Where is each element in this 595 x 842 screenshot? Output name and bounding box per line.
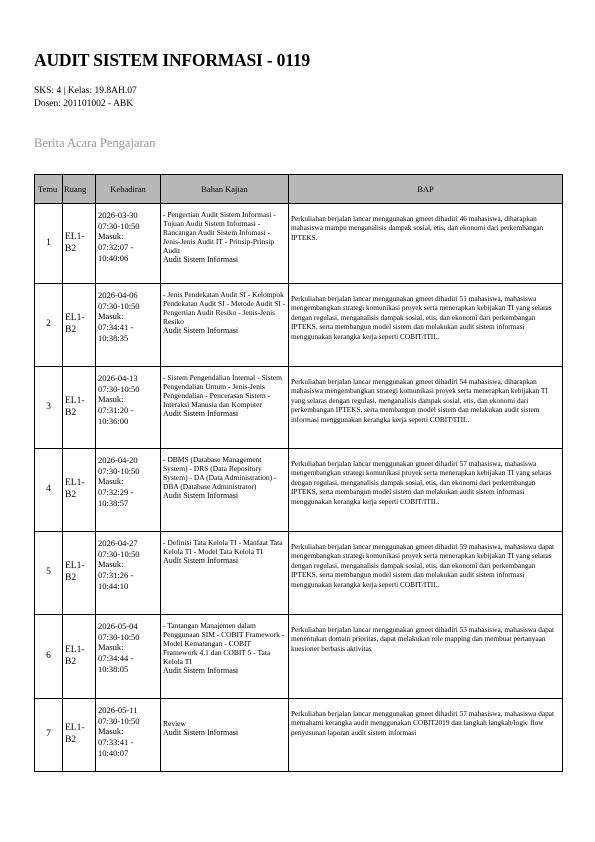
- row-bap: Perkuliahan berjalan lancar menggunakan gmeet dihadiri 57 mahasiswa, mahasiswa dapat memahami kerangka audit menggunakan COBIT2019 dan langkah langkah/logic flow penyusunan laporan audit sistem informasi: [289, 699, 563, 772]
- attendance-date: 2026-04-20: [98, 455, 138, 465]
- row-room: EL1-B2: [63, 449, 96, 532]
- material-topics: - DBMS (Database Management System) - DRS (Data Repository System) - DA (Data Administration) - DBA (Database Administrator): [163, 455, 277, 491]
- attendance-masuk: 07:32:29 -: [98, 486, 134, 497]
- table-row: [35, 204, 563, 284]
- attendance-masuk-label: Masuk:: [98, 642, 124, 653]
- material-course: Audit Sistem Informasi: [163, 556, 239, 565]
- table-row: [35, 532, 563, 615]
- attendance-date: 2026-04-06: [98, 290, 138, 300]
- row-study-material: [161, 449, 289, 532]
- attendance-date: 2026-04-13: [98, 373, 138, 383]
- attendance-keluar: 10:40:06: [98, 252, 129, 263]
- attendance-keluar: 10:38:05: [98, 663, 129, 674]
- row-study-material: [161, 615, 289, 699]
- row-study-material: [161, 204, 289, 284]
- material-course: Audit Sistem Informasi: [163, 666, 239, 675]
- row-attendance: [96, 284, 161, 367]
- attendance-time: 07:30-10:50: [98, 220, 140, 231]
- attendance-date: 2026-03-30: [98, 210, 138, 220]
- row-bap: Perkuliahan berjalan lancar menggunakan gmeet dihadiri 51 mahasiswa, mahasiswa mengembangkan strategi komunikasi proyek serta menerapkan kebijakan TI yang selaras dengan regulasi, menganalisis dampak sosial, etis, dan ekonomi dari perkembangan IPTEKS, serta membangun model sistem dan melakukan audit sistem informasi menggunakan kerangka kerja seperti COBIT/ITIL.: [289, 284, 563, 367]
- material-topics: - Definisi Tata Kelola TI - Manfaat Tata Kelola TI - Model Tata Kelola TI: [163, 538, 283, 556]
- row-room: EL1-B2: [63, 615, 96, 699]
- attendance-masuk: 07:33:41 -: [98, 736, 134, 747]
- row-room: EL1-B2: [63, 204, 96, 284]
- material-course: Audit Sistem Informasi: [163, 409, 239, 418]
- material-topics: - Tantangan Manajemen dalam Penggunaan SIM - COBIT Framework - Model Kematangan - COBIT Framework 4.1 dan COBIT 5 - Tata Kelola TI: [163, 621, 285, 666]
- course-sks-class: SKS: 4 | Kelas: 19.8AH.07: [34, 86, 137, 96]
- header-bap: BAP: [289, 175, 563, 204]
- attendance-time: 07:30-10:50: [98, 631, 140, 642]
- attendance-masuk: 07:31:20 -: [98, 404, 134, 415]
- row-room: EL1-B2: [63, 699, 96, 772]
- row-study-material: [161, 532, 289, 615]
- material-course: Audit Sistem Informasi: [163, 491, 239, 500]
- row-bap: Perkuliahan berjalan lancar menggunakan gmeet dihadiri 54 mahasiswa, diharapkan mahasiswa mengembangkan strategi komunikasi proyek serta menerapkan kebijakan TI yang selaras dengan regulasi, menganalisis dampak sosial, etis, dan ekonomi dari perkembangan IPTEKS, serta membangun model sistem dan melakukan audit sistem informasi menggunakan kerangka kerja seperti COBIT/ITIL.: [289, 367, 563, 449]
- row-attendance: [96, 532, 161, 615]
- header-temu: Temu: [35, 175, 63, 204]
- attendance-masuk: 07:31:26 -: [98, 569, 134, 580]
- row-number: 3: [35, 367, 63, 449]
- material-topics: - Jenis Pendekatan Audit SI - Kelompok Pendekatan Audit SI - Metode Audit SI - Pengertian Audit Resiko - Jenis-Jenis Resiko: [163, 290, 286, 326]
- attendance-masuk: 07:34:44 -: [98, 652, 134, 663]
- bap-table: [34, 174, 563, 772]
- attendance-time: 07:30-10:50: [98, 465, 140, 476]
- attendance-masuk: 07:32:07 -: [98, 241, 134, 252]
- row-study-material: [161, 284, 289, 367]
- section-title: Berita Acara Pengajaran: [34, 136, 156, 150]
- row-study-material: [161, 699, 289, 772]
- header-bahan-kajian: Bahan Kajian: [161, 175, 289, 204]
- attendance-masuk: 07:34:41 -: [98, 321, 134, 332]
- table-row: [35, 449, 563, 532]
- row-study-material: [161, 367, 289, 449]
- course-lecturer: Dosen: 201101002 - ABK: [34, 99, 134, 109]
- row-number: 5: [35, 532, 63, 615]
- material-topics: Review: [163, 719, 186, 728]
- row-number: 7: [35, 699, 63, 772]
- attendance-keluar: 10:44:10: [98, 580, 129, 591]
- attendance-time: 07:30-10:50: [98, 383, 140, 394]
- table-row: [35, 615, 563, 699]
- table-row: [35, 284, 563, 367]
- attendance-date: 2026-05-11: [98, 705, 138, 715]
- attendance-keluar: 10:40:07: [98, 747, 129, 758]
- row-bap: Perkuliahan berjalan lancar menggunakan gmeet dihadiri 59 mahasiswa, mahasiswa dapat mengembangkan strategi komunikasi proyek serta menerapkan kebijakan TI yang selaras dengan regulasi, menganalisis dampak sosial, etis, dan ekonomi dari perkembangan IPTEKS, serta membangun model sistem dan melakukan audit sistem informasi menggunakan kerangka kerja seperti COBIT/ITIL.: [289, 532, 563, 615]
- attendance-keluar: 10:38:57: [98, 497, 129, 508]
- attendance-masuk-label: Masuk:: [98, 311, 124, 322]
- attendance-time: 07:30-10:50: [98, 548, 140, 559]
- row-attendance: [96, 204, 161, 284]
- course-title: AUDIT SISTEM INFORMASI - 0119: [34, 50, 310, 70]
- attendance-date: 2026-05-04: [98, 621, 138, 631]
- table-row: [35, 699, 563, 772]
- row-room: EL1-B2: [63, 284, 96, 367]
- row-number: 1: [35, 204, 63, 284]
- attendance-keluar: 10:38:35: [98, 332, 129, 343]
- table-row: [35, 367, 563, 449]
- row-bap: Perkuliahan berjalan lancar menggunakan gmeet dihadiri 57 mahasiswa, mahasiswa mengembangkan strategi komunikasi proyek serta menerapkan kebijakan TI yang selaras dengan regulasi, menganalisis dampak sosial, etis, dan ekonomi dari perkembangan IPTEKS, serta membangun model sistem dan melakukan audit sistem informasi menggunakan kerangka kerja seperti COBIT/ITIL.: [289, 449, 563, 532]
- attendance-masuk-label: Masuk:: [98, 476, 124, 487]
- attendance-masuk-label: Masuk:: [98, 394, 124, 405]
- header-ruang: Ruang: [63, 175, 96, 204]
- attendance-masuk-label: Masuk:: [98, 726, 124, 737]
- material-course: Audit Sistem Informasi: [163, 326, 239, 335]
- attendance-keluar: 10:36:00: [98, 415, 129, 426]
- material-topics: - Sistem Pengendalian Internal - Sistem Pengendalian Umum - Jenis-Jenis Pengendalian - Pencerasan Sistem - Interaksi Manusia dan Komputer: [163, 373, 282, 409]
- attendance-time: 07:30-10:50: [98, 300, 140, 311]
- row-attendance: [96, 367, 161, 449]
- row-number: 6: [35, 615, 63, 699]
- row-room: EL1-B2: [63, 367, 96, 449]
- attendance-date: 2026-04-27: [98, 538, 138, 548]
- row-attendance: [96, 615, 161, 699]
- material-topics: - Pengertian Audit Sistem Informasi - Tujuan Audit Sistem Informasi - Rancangan Audit Sistem Infomasi - Jenis-Jenis Audit IT - Prinsip-Prinsip Audit: [163, 210, 276, 255]
- row-attendance: [96, 699, 161, 772]
- row-attendance: [96, 449, 161, 532]
- row-room: EL1-B2: [63, 532, 96, 615]
- row-bap: Perkuliahan berjalan lancar menggunakan gmeet dihadiri 46 mahasiswa, diharapkan mahasiswa mampu menganalisis dampak sosial, etis, dan ekonomi dari perkembangan IPTEKS.: [289, 204, 563, 284]
- material-course: Audit Sistem Informasi: [163, 255, 239, 264]
- attendance-masuk-label: Masuk:: [98, 231, 124, 242]
- attendance-masuk-label: Masuk:: [98, 559, 124, 570]
- row-bap: Perkuliahan berjalan lancar menggunakan gmeet dihadiri 53 mahasiswa, mahasiswa dapat menentukan domain prioritas, dapat melakukan role mapping dan membuat pertanyaan kuesioner berbasis aktivitas: [289, 615, 563, 699]
- material-course: Audit Sistem Informasi: [163, 728, 239, 737]
- header-kehadiran: Kehadiran: [96, 175, 161, 204]
- attendance-time: 07:30-10:50: [98, 715, 140, 726]
- row-number: 2: [35, 284, 63, 367]
- table-header-row: [35, 175, 563, 204]
- row-number: 4: [35, 449, 63, 532]
